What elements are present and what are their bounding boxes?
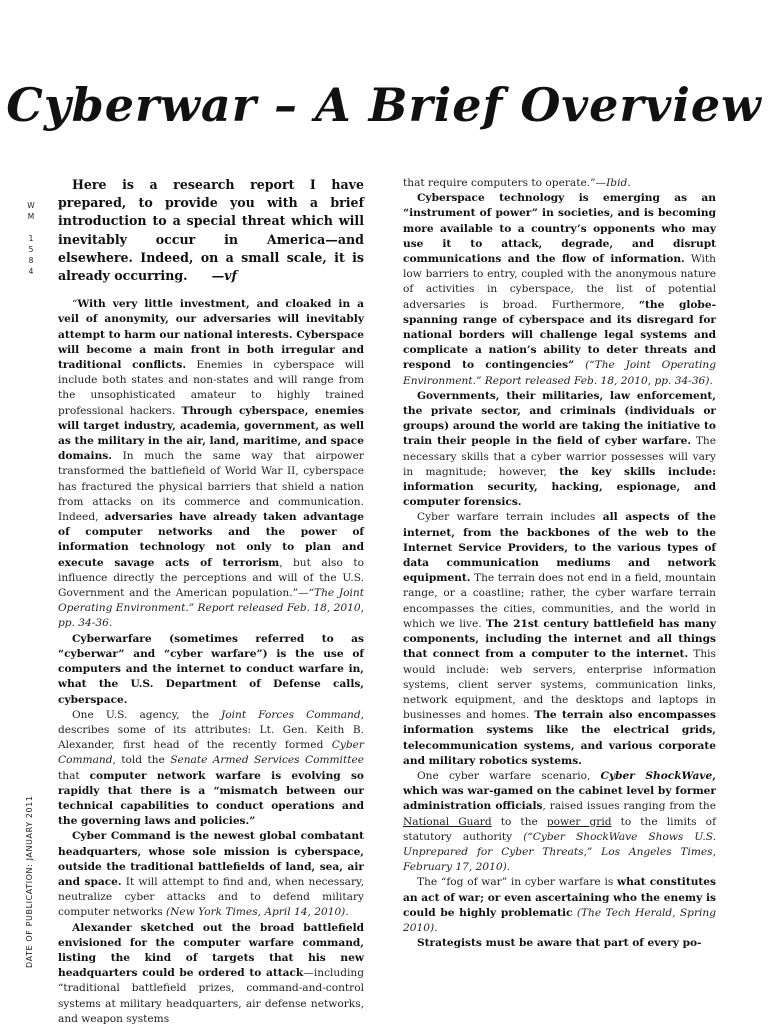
text-run: (“Cyber ShockWave Shows U.S. Unprepared for Cyber Threats,” Los Angeles Times, February 17, 2010) — [403, 830, 716, 874]
body-paragraph — [58, 921, 364, 1027]
text-run: that — [58, 769, 90, 782]
text-run: The “fog of war” in cyber warfare is — [417, 876, 618, 889]
text-run: The terrain does not end in a field, mountain range, or a coastline; rather, the cyber warfare terrain encompasses the cities, communities, and the world in which we live. — [403, 572, 716, 630]
body-paragraph — [58, 829, 364, 920]
intro-paragraph — [58, 176, 364, 285]
text-run: In much the same way that airpower transformed the battlefield of World War II, cyberspace has fractured the physical barriers that shield a nation from attacks on its commerce and communication. Indeed, — [58, 450, 364, 524]
text-run: Cyber warfare terrain includes — [417, 511, 603, 524]
text-run: “the globe-spanning range of cyberspace and its disregard for national borders will challenge legal systems and complicate a nation’s ability to deter threats and respond to contingencies” — [403, 298, 716, 372]
text-run: (New York Times, April 14, 2010) — [166, 906, 346, 919]
text-run: Cyberwarfare (sometimes referred to as “cyberwar” and “cyber warfare”) is the use of computers and the internet to conduct warfare in, what the U.S. Department of Defense calls, cyberspace. — [58, 632, 364, 706]
text-run: Cyber Command — [58, 739, 364, 767]
body-paragraph — [403, 176, 716, 191]
text-run: With low barriers to entry, coupled with the anonymous nature of activities in cyberspace, the list of potential adversaries is broad. Furthermore, — [403, 253, 717, 311]
text-run: Enemies in cyberspace will include both states and non-states and will range from the unsophisticated amateur to highly trained professional hackers. — [58, 359, 364, 417]
text-run: The necessary skills that a cyber warrior possesses will vary in magnitude; however, — [403, 435, 716, 478]
text-run: , told the — [112, 754, 171, 767]
text-run: , raised issues ranging from the — [542, 800, 716, 813]
text-run: Through cyberspace, enemies will target industry, academia, government, as well as the military in the air, land, maritime, and space domains. — [58, 404, 364, 463]
margin-code-char: 1 — [28, 234, 34, 243]
publication-date: DATE OF PUBLICATION: JANUARY 2011 — [25, 795, 34, 968]
right-paragraphs — [403, 176, 716, 951]
text-run: Cyberspace technology is emerging as an “instrument of power” in societies, and is becoming more available to a country’s opponents who may use it to attack, degrade, and disrupt communications and the flow of information. — [403, 192, 716, 266]
text-run: . — [506, 861, 511, 874]
text-run: , describes some of its attributes: Lt. Gen. Keith B. Alexander, first head of the recently formed — [58, 708, 364, 752]
right-column — [403, 176, 716, 951]
text-run: , but also to influence directly the perceptions and will of the U.S. Government and the American population.”— — [58, 556, 364, 600]
text-run: Governments, their militaries, law enforcement, the private sector, and criminals (individuals or groups) around the world are taking the initiative to train their people in the field of cyber warfare. — [403, 389, 716, 448]
margin-code-char: 8 — [28, 256, 34, 265]
text-run: (The Tech Herald, Spring 2010) — [403, 906, 716, 934]
left-paragraphs — [58, 297, 364, 1027]
text-run: Senate Armed Services Committee — [170, 754, 364, 767]
margin-code-char: 4 — [28, 267, 34, 276]
text-run: Cyber Command is the newest global combatant headquarters, whose sole mission is cyberspace, outside the traditional battlefields of land, sea, air and space. — [58, 830, 364, 888]
margin-code-char: 5 — [28, 245, 34, 254]
text-run: all aspects of the internet, from the backbones of the web to the Internet Service Providers, to the various types of data communication mediums and network equipment. — [403, 511, 716, 585]
margin-code — [22, 200, 40, 277]
body-paragraph — [403, 510, 716, 768]
text-run: , which was war-gamed on the cabinet level by former administration officials — [403, 769, 716, 813]
text-run: Cyber ShockWave — [600, 769, 713, 782]
text-run: One U.S. agency, the — [72, 708, 222, 721]
margin-code-char: W — [27, 201, 35, 210]
text-run: The terrain also encompasses information systems like the electrical grids, telecommunication systems, and various corporate and military robotics systems. — [403, 709, 716, 767]
body-paragraph — [58, 708, 364, 830]
text-run: Alexander sketched out the broad battlefield envisioned for the computer warfare command, listing the kind of targets that his new headquarters could be ordered to attack — [58, 921, 364, 980]
text-run: Joint Forces Command — [221, 708, 361, 721]
text-run: “ — [72, 298, 78, 311]
text-run: One cyber warfare scenario, — [417, 769, 601, 782]
left-column — [58, 176, 364, 1027]
text-run: “The Joint Operating Environment.” Report released Feb. 18, 2010, pp. 34-36. — [58, 587, 364, 630]
text-run: computer network warfare is evolving so rapidly that there is a “mismatch between our technical capabilities to conduct operations and the governing laws and policies.” — [58, 769, 364, 828]
text-run: adversaries have already taken advantage of computer networks and the power of information technology not only to plan and execute savage acts of terrorism — [58, 511, 364, 569]
text-run: This would include: web servers, enterprise information systems, client server systems, communication links, network equipment, and the desktops and laptops in businesses and homes. — [403, 648, 716, 722]
intro-signature: —vf — [211, 268, 237, 284]
text-run: the key skills include: information security, hacking, espionage, and computer forensics. — [403, 465, 716, 509]
body-paragraph — [403, 389, 716, 511]
intro-text: Here is a research report I have prepared, to provide you with a brief introduction to a special threat which will inevitably occur in America—and elsewhere. Indeed, on a small scale, it is already occurring. — [58, 177, 364, 284]
text-run: power grid — [546, 815, 612, 828]
text-run: With very little investment, and cloaked in a veil of anonymity, our adversaries will inevitably attempt to harm our national interests. Cyberspace will become a main front in both irregular and traditional conflicts. — [58, 298, 364, 372]
body-paragraph — [403, 875, 716, 936]
text-run: The 21st century battlefield has many components, including the internet and all things that connect from a computer to the internet. — [403, 617, 716, 661]
document-title: Cyberwar – A Brief Overview — [6, 78, 762, 132]
body-paragraph — [403, 936, 716, 951]
text-run: National Guard — [403, 815, 492, 828]
body-paragraph — [58, 297, 364, 631]
text-run: . — [709, 374, 713, 387]
text-run: that require computers to operate.”— — [403, 177, 607, 189]
text-run: (“The Joint Operating Environment.” Report released Feb. 18, 2010, pp. 34-36) — [403, 359, 716, 387]
body-paragraph — [58, 632, 364, 708]
text-run: Ibid. — [606, 177, 631, 189]
text-run: to the limits of statutory authority — [403, 815, 716, 843]
text-run: . — [345, 906, 349, 919]
text-run: Strategists must be aware that part of every po- — [417, 937, 702, 950]
body-paragraph — [403, 191, 716, 389]
margin-code-char: M — [27, 212, 35, 221]
text-run: what constitutes an act of war; or even ascertaining who the enemy is could be highly problematic — [403, 876, 717, 919]
text-run: to the — [491, 815, 547, 828]
text-run: It will attempt to find and, when necessary, neutralize cyber attacks and to defend military computer networks — [58, 875, 364, 919]
text-run: —including “traditional battlefield prizes, command-and-control systems at military headquarters, air defense networks, and weapon systems — [58, 967, 364, 1025]
body-paragraph — [403, 769, 716, 875]
text-run — [574, 359, 585, 371]
text-run: . — [434, 921, 438, 934]
